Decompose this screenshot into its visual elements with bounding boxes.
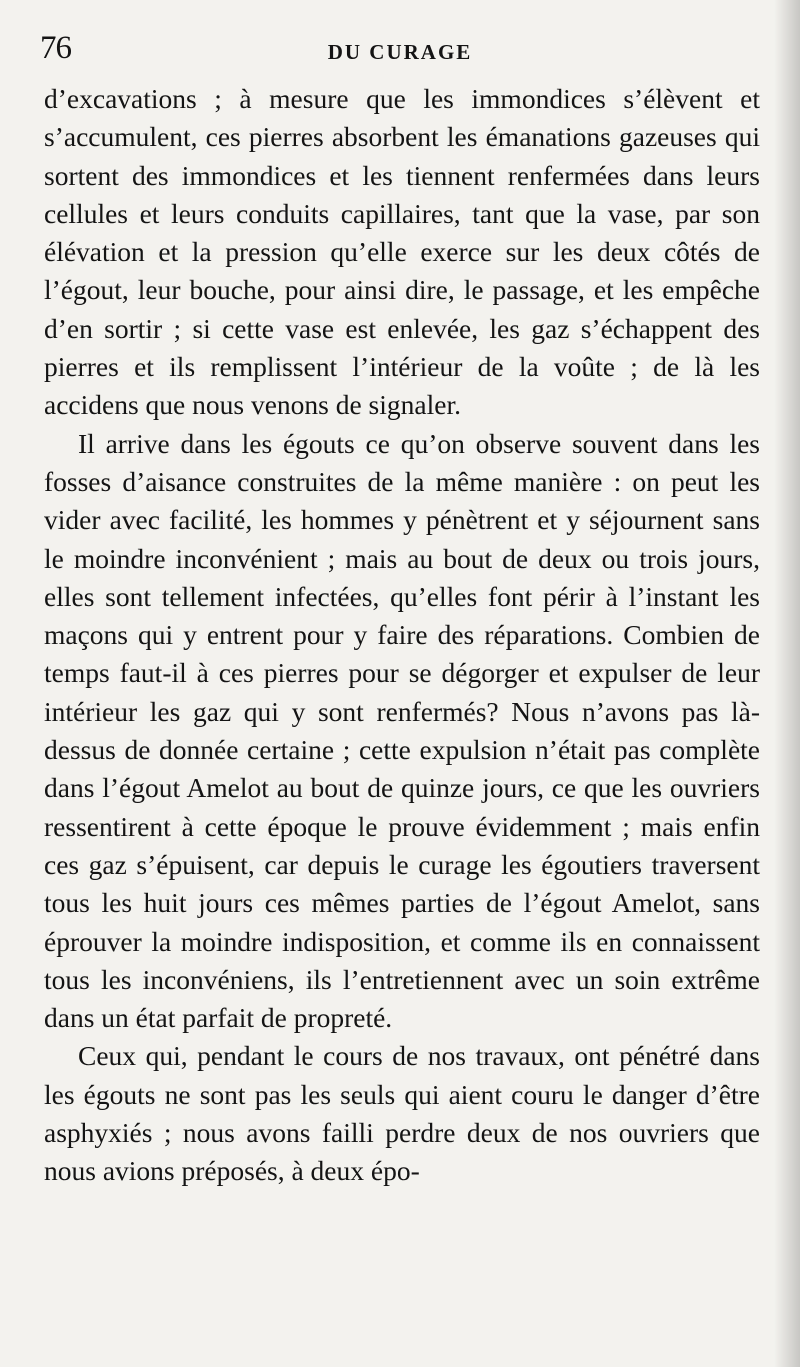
paragraph: Il arrive dans les égouts ce qu’on observe souvent dans les fosses d’aisance construites de la même manière : on peut les vider avec facilité, les hommes y pénètrent et y séjournent sans le moindre inconvénient ; mais au bout de deux ou trois jours, elles sont tellement infectées, qu’elles font périr à l’instant les maçons qui y entrent pour y faire des réparations. Combien de temps faut-il à ces pierres pour se dégorger et expulser de leur intérieur les gaz qui y sont renfermés? Nous n’avons pas là-dessus de donnée certaine ; cette expulsion n’était pas complète dans l’égout Amelot au bout de quinze jours, ce que les ouvriers ressentirent à cette époque le prouve évidemment ; mais enfin ces gaz s’épuisent, car depuis le curage les égoutiers traversent tous les huit jours ces mêmes parties de l’égout Amelot, sans éprouver la moindre indisposition, et comme ils en connaissent tous les inconvéniens, ils l’entretiennent avec un soin extrême dans un état parfait de propreté. [44,427,760,1034]
paragraph-continuation: d’excavations ; à mesure que les immondices s’élèvent et s’accumulent, ces pierres absorbent les émanations gazeuses qui sortent des immondices et les tiennent renfermées dans leurs cellules et leurs conduits capillaires, tant que la vase, par son élévation et la pression qu’elle exerce sur les deux côtés de l’égout, leur bouche, pour ainsi dire, le passage, et les empêche d’en sortir ; si cette vase est enlevée, les gaz s’échappent des pierres et ils remplissent l’intérieur de la voûte ; de là les accidens que nous venons de signaler. [44,83,760,421]
page-number: 76 [40,30,71,66]
body-text [44,80,760,1191]
running-head: DU CURAGE [327,40,473,64]
paragraph: Ceux qui, pendant le cours de nos travaux, ont pénétré dans les égouts ne sont pas les seuls qui aient couru le danger d’être asphyxiés ; nous avons failli perdre deux de nos ouvriers que nous avions préposés, à deux épo- [44,1040,760,1187]
